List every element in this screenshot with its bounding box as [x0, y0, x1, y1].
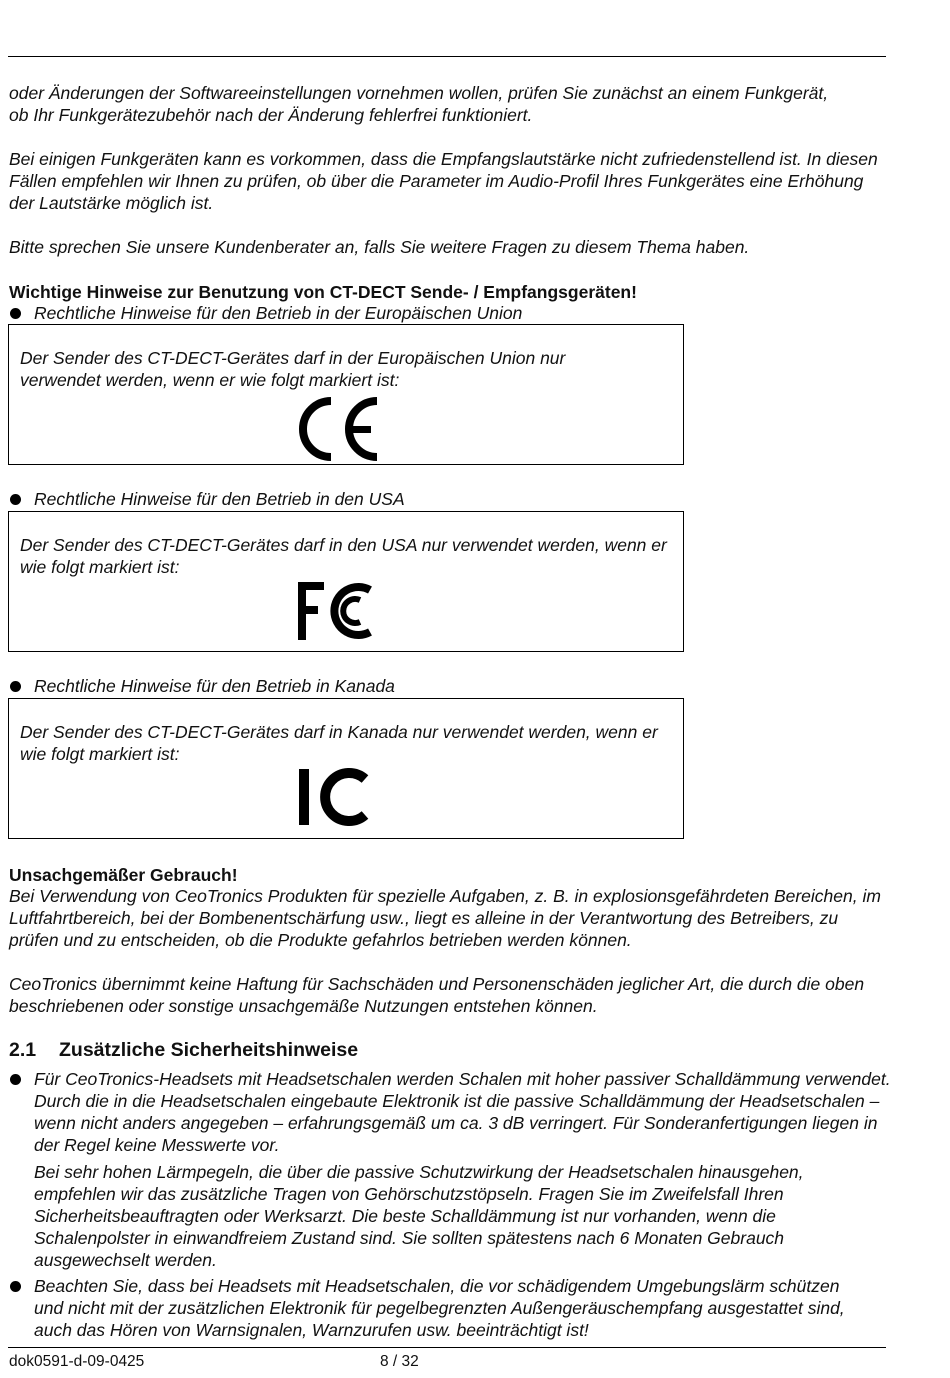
usa-notice-box — [8, 511, 684, 652]
fcc-mark-logo — [296, 580, 380, 642]
section-bullet-1-paragraph-2: Bei sehr hohen Lärmpegeln, die über die passive Schutzwirkung der Headsetschalen hinausgehen, empfehlen wir das zusätzliche Tragen von Gehörschutzstöpseln. Fragen Sie im Zweifelsfall Ihren Sicherheitsbeauftragten oder Werksarzt. Die beste Schalldämmung ist nur vorhanden, wenn die Schalenpolster in einwandfreiem Zustand sind. Sie sollten spätestens nach 6 Monaten Gebrauch ausgewechselt werden. — [34, 1162, 804, 1270]
intro-paragraph-2: Bei einigen Funkgeräten kann es vorkommen, dass die Empfangslautstärke nicht zufriedenstellend ist. In diesen Fällen empfehlen wir Ihnen zu prüfen, ob über die Parameter im Audio-Profil Ihres Funkgerätes eine Erhöhung der Lautstärke möglich ist. — [9, 149, 878, 213]
footer-page-number: 8 / 32 — [380, 1353, 419, 1370]
footer-doc-id: dok0591-d-09-0425 — [9, 1353, 145, 1370]
section-bullet-1-paragraph-1: Für CeoTronics-Headsets mit Headsetschalen werden Schalen mit hoher passiver Schalldämmung verwendet. Durch die in die Headsetschalen eingebaute Elektronik ist die passive Schalldämmung der Headsetschalen – wenn nicht anders angegeben – erfahrungsgemäß um ca. 3 dB verringert. Für Sonderanfertigungen liegen in der Regel keine Messwerte vor. — [34, 1069, 891, 1155]
bullet-dot — [10, 1074, 21, 1085]
misuse-paragraph-2: CeoTronics übernimmt keine Haftung für Sachschäden und Personenschäden jeglicher Art, die durch die oben beschriebenen oder sonstige unsachgemäße Nutzungen entstehen können. — [9, 974, 865, 1016]
ic-mark-logo — [297, 767, 373, 827]
misuse-paragraph-1: Bei Verwendung von CeoTronics Produkten für spezielle Aufgaben, z. B. in explosionsgefährdeten Bereichen, im Luftfahrtbereich, bei der Bombenentschärfung usw., liegt es alleine in der Verantwortung des Betreibers, zu prüfen und zu entscheiden, ob die Produkte gefahrlos betrieben werden können. — [9, 886, 881, 950]
eu-notice-text: Der Sender des CT-DECT-Gerätes darf in der Europäischen Union nur verwendet werden, wenn er wie folgt markiert ist: — [20, 348, 566, 390]
bullet-dot — [10, 1281, 21, 1292]
header-rule — [8, 56, 886, 57]
section-bullet-2: Beachten Sie, dass bei Headsets mit Headsetschalen, die vor schädigendem Umgebungslärm schützen und nicht mit der zusätzlichen Elektronik für pegelbegrenzten Außengeräuschempfang ausgestattet sind, auch das Hören von Warnsignalen, Warnzurufen usw. beeinträchtigt ist! — [34, 1276, 845, 1340]
eu-notice-box — [8, 324, 684, 465]
section-heading — [9, 1038, 358, 1062]
usa-notice-text: Der Sender des CT-DECT-Gerätes darf in den USA nur verwendet werden, wenn er wie folgt markiert ist: — [20, 535, 667, 577]
misuse-heading: Unsachgemäßer Gebrauch! — [9, 865, 238, 885]
section-number: 2.1 — [9, 1039, 37, 1061]
bullet-dot — [10, 681, 21, 692]
intro-paragraph-3: Bitte sprechen Sie unsere Kundenberater an, falls Sie weitere Fragen zu diesem Thema haben. — [9, 237, 750, 257]
section-title: Zusätzliche Sicherheitshinweise — [59, 1039, 359, 1061]
dect-heading: Wichtige Hinweise zur Benutzung von CT-DECT Sende- / Empfangsgeräten! — [9, 282, 637, 302]
ce-mark-logo — [293, 397, 383, 461]
eu-bullet: Rechtliche Hinweise für den Betrieb in der Europäischen Union — [34, 303, 523, 323]
intro-paragraph-1: oder Änderungen der Softwareeinstellungen vornehmen wollen, prüfen Sie zunächst an einem Funkgerät, ob Ihr Funkgerätezubehör nach der Änderung fehlerfrei funktioniert. — [9, 83, 829, 125]
canada-bullet: Rechtliche Hinweise für den Betrieb in Kanada — [34, 676, 395, 696]
bullet-dot — [10, 494, 21, 505]
canada-notice-text: Der Sender des CT-DECT-Gerätes darf in Kanada nur verwendet werden, wenn er wie folgt markiert ist: — [20, 722, 658, 764]
canada-notice-box — [8, 698, 684, 839]
footer-rule — [8, 1347, 886, 1348]
usa-bullet: Rechtliche Hinweise für den Betrieb in den USA — [34, 489, 405, 509]
bullet-dot — [10, 308, 21, 319]
